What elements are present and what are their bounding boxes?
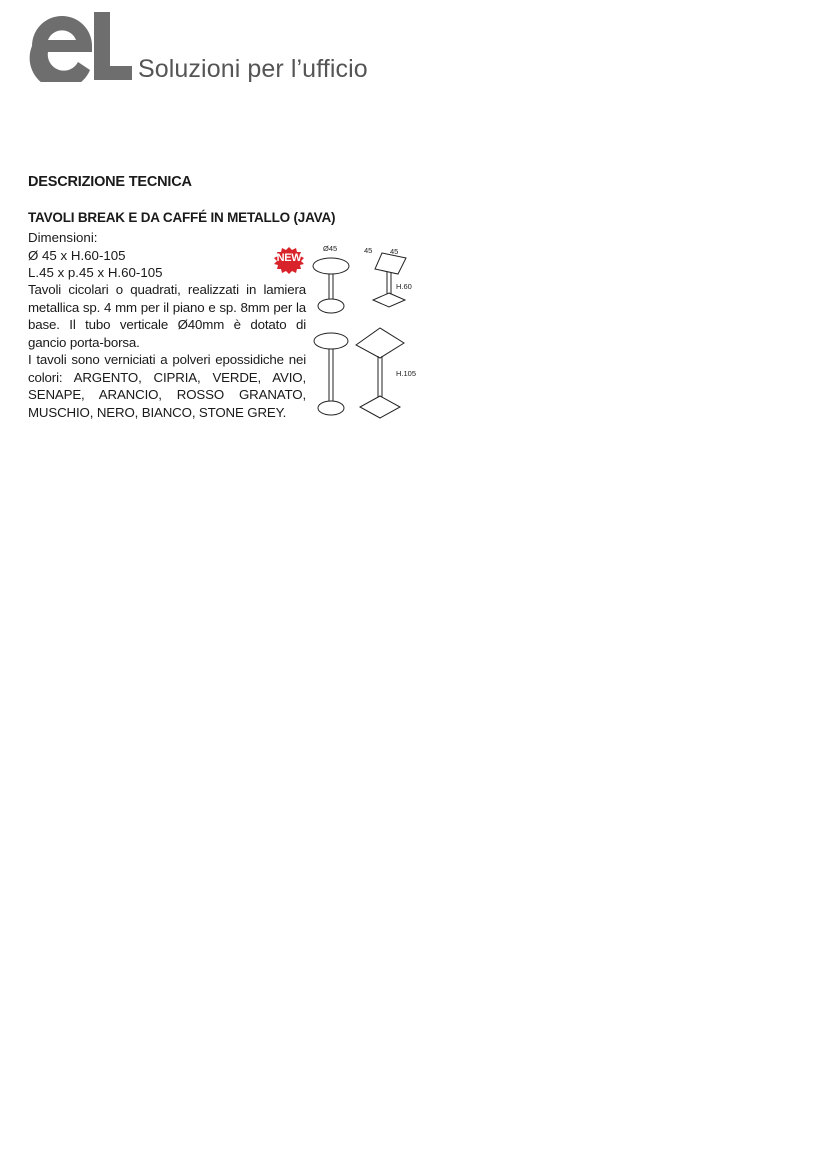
construction-text: Tavoli cicolari o quadrati, realizzati in lamiera metallica sp. 4 mm per il piano e sp. 8mm per la base. Il tubo verticale Ø40mm è dotato di gancio porta-borsa. <box>28 282 306 350</box>
product-description <box>28 281 306 421</box>
product-drawings <box>300 236 430 426</box>
dimension-square: L.45 x p.45 x H.60-105 <box>28 265 163 280</box>
height-low-label: H.60 <box>396 282 412 291</box>
company-logo-icon <box>28 12 132 82</box>
dimensions-heading: Dimensioni: <box>28 230 98 245</box>
diameter-label: Ø45 <box>323 244 338 253</box>
width-label: 45 <box>364 246 373 255</box>
company-tagline: Soluzioni per l’ufficio <box>138 55 368 83</box>
section-title: DESCRIZIONE TECNICA <box>28 174 192 190</box>
new-badge-label: NEW <box>276 252 302 264</box>
height-high-label: H.105 <box>396 369 417 378</box>
product-dimensions <box>28 229 163 282</box>
colors-text: I tavoli sono verniciati a polveri epossidiche nei colori: ARGENTO, CIPRIA, VERDE, AVIO, SENAPE, ARANCIO, ROSSO GRANATO, MUSCHIO, NERO, BIANCO, STONE GREY. <box>28 352 306 420</box>
dimension-round: Ø 45 x H.60-105 <box>28 247 126 263</box>
product-title: TAVOLI BREAK E DA CAFFÉ IN METALLO (JAVA) <box>28 210 336 225</box>
table-drawings-illustration <box>300 236 430 426</box>
depth-label: 45 <box>390 247 399 256</box>
